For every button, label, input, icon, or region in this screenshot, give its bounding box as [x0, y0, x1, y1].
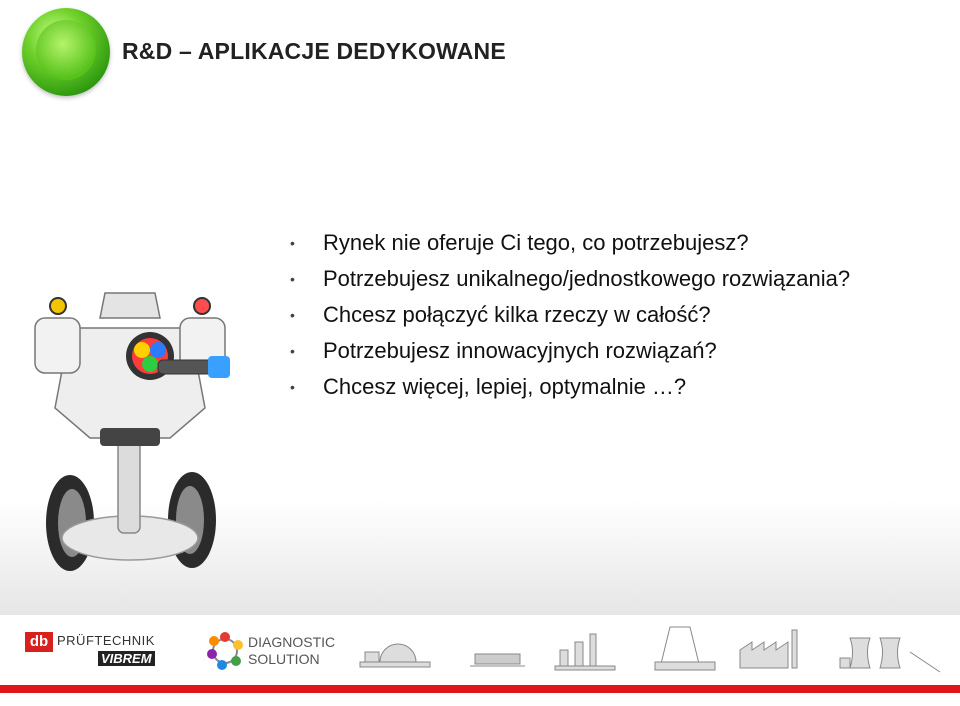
db-logo: db [25, 632, 53, 652]
bullet-dot: • [290, 343, 295, 359]
bullet-text: Rynek nie oferuje Ci tego, co potrzebujesz? [323, 230, 749, 255]
slide-title: R&D – APLIKACJE DEDYKOWANE [122, 38, 506, 64]
bullet-dot: • [290, 307, 295, 323]
factory-icon [740, 630, 797, 668]
bullet-dot: • [290, 271, 295, 287]
pruftechnik-logo-text: PRÜFTECHNIK [57, 633, 155, 648]
diagnostic-solution-icon [206, 632, 244, 670]
bullet-item [290, 264, 950, 294]
footer-red-bar [0, 685, 960, 693]
bullet-text: Chcesz więcej, lepiej, optymalnie …? [323, 374, 687, 399]
mine-tower-icon [655, 627, 715, 670]
observatory-icon [360, 644, 430, 667]
footer-white-strip [0, 693, 960, 706]
diagnostic-line2: SOLUTION [248, 651, 320, 667]
bullet-text: Chcesz połączyć kilka rzeczy w całość? [323, 302, 711, 327]
bullet-text: Potrzebujesz innowacyjnych rozwiązań? [323, 338, 717, 363]
bullet-list [290, 228, 950, 408]
bullet-text: Potrzebujesz unikalnego/jednostkowego rozwiązania? [323, 266, 851, 291]
power-plant-icon [840, 638, 940, 672]
refinery-icon [555, 634, 615, 670]
vibrem-logo-text: VIBREM [98, 651, 155, 666]
bullet-dot: • [290, 379, 295, 395]
diagnostic-solution-text [248, 634, 335, 668]
bullet-item [290, 300, 950, 330]
railway-icon [470, 654, 525, 666]
robot-segway-illustration [30, 288, 240, 588]
green-orb-icon [22, 8, 110, 96]
bullet-item [290, 336, 950, 366]
bullet-item [290, 228, 950, 258]
diagnostic-line1: DIAGNOSTIC [248, 634, 336, 650]
bullet-item [290, 372, 950, 402]
industry-icons-strip [350, 622, 950, 678]
bullet-dot: • [290, 235, 295, 251]
